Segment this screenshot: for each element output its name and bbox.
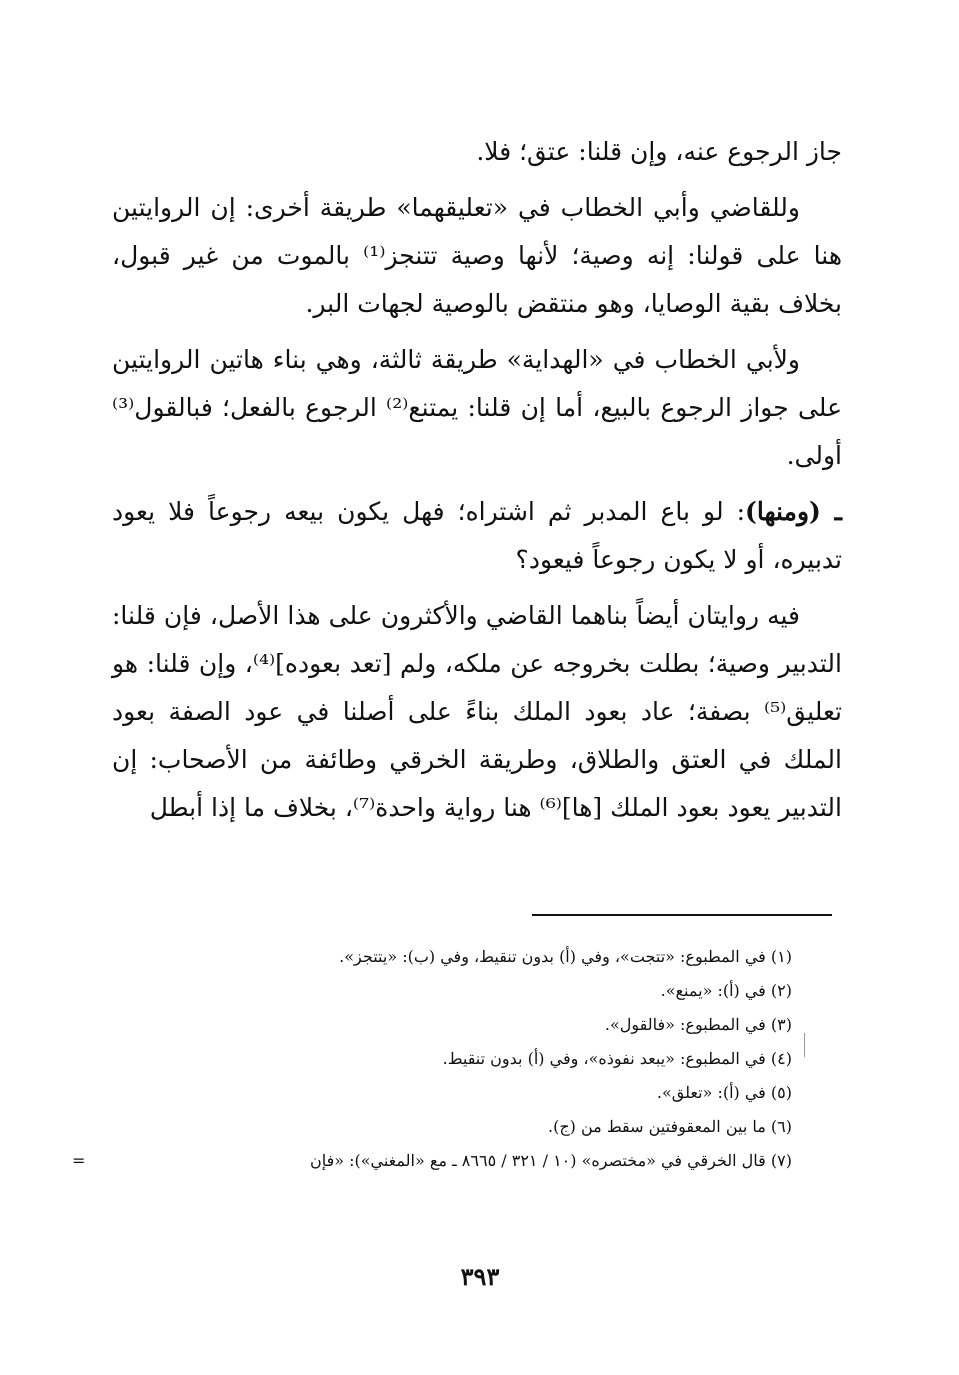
page-number: ٣٩٣: [460, 1262, 500, 1291]
footnote-7: [72, 1144, 792, 1178]
margin-mark: [804, 1033, 805, 1057]
footnotes: [72, 940, 792, 1178]
main-text: [112, 128, 842, 832]
paragraph-2: وللقاضي وأبي الخطاب في «تعليقهما» طريقة أخرى: إن الروايتين هنا على قولنا: إنه وصية؛ لأنها وصية تتنجز⁽¹⁾ بالموت من غير قبول، بخلاف بقية الوصايا، وهو منتقض بالوصية لجهات البر.: [112, 193, 843, 318]
paragraph-3: ولأبي الخطاب في «الهداية» طريقة ثالثة، وهي بناء هاتين الروايتين على جواز الرجوع بالبيع، أما إن قلنا: يمتنع⁽²⁾ الرجوع بالفعل؛ فبالقول⁽³⁾ أولى.: [112, 345, 842, 470]
footnote-3: (٣) في المطبوع: «فالقول».: [604, 1015, 792, 1034]
footnote-6: (٦) ما بين المعقوفتين سقط من (ج).: [548, 1117, 792, 1136]
continuation-mark: =: [72, 1151, 86, 1170]
footnote-separator: [532, 914, 832, 916]
footnote-5: (٥) في (أ): «تعلق».: [656, 1083, 792, 1102]
footnote-7-text: (٧) قال الخرقي في «مختصره» (١٠ / ٣٢١ / ٨٦٦٥ ـ مع «المغني»): «فإن: [309, 1151, 792, 1170]
footnote-4: (٤) في المطبوع: «يبعد نفوذه»، وفي (أ) بدون تنقيط.: [442, 1049, 792, 1068]
paragraph-5: فيه روايتان أيضاً بناهما القاضي والأكثرون على هذا الأصل، فإن قلنا: التدبير وصية؛ بطلت بخروجه عن ملكه، ولم [تعد بعوده]⁽⁴⁾، وإن قلنا: هو تعليق⁽⁵⁾ بصفة؛ عاد بعود الملك بناءً على أصلنا في عود الصفة بعود الملك في العتق والطلاق، وطريقة الخرقي وطائفة من الأصحاب: إن التدبير يعود بعود الملك [ها]⁽⁶⁾ هنا رواية واحدة⁽⁷⁾، بخلاف ما إذا أبطل: [112, 601, 842, 822]
footnote-1: (١) في المطبوع: «تتجت»، وفي (أ) بدون تنقيط، وفي (ب): «يتتجز».: [339, 947, 792, 966]
section-lead: ـ (ومنها): [745, 497, 842, 526]
paragraph-4: [112, 488, 842, 584]
paragraph-1: جاز الرجوع عنه، وإن قلنا: عتق؛ فلا.: [476, 137, 842, 166]
footnote-2: (٢) في (أ): «يمنع».: [660, 981, 792, 1000]
paragraph-4-text: : لو باع المدبر ثم اشتراه؛ فهل يكون بيعه رجوعاً فلا يعود تدبيره، أو لا يكون رجوعاً فيعود؟: [112, 497, 842, 574]
